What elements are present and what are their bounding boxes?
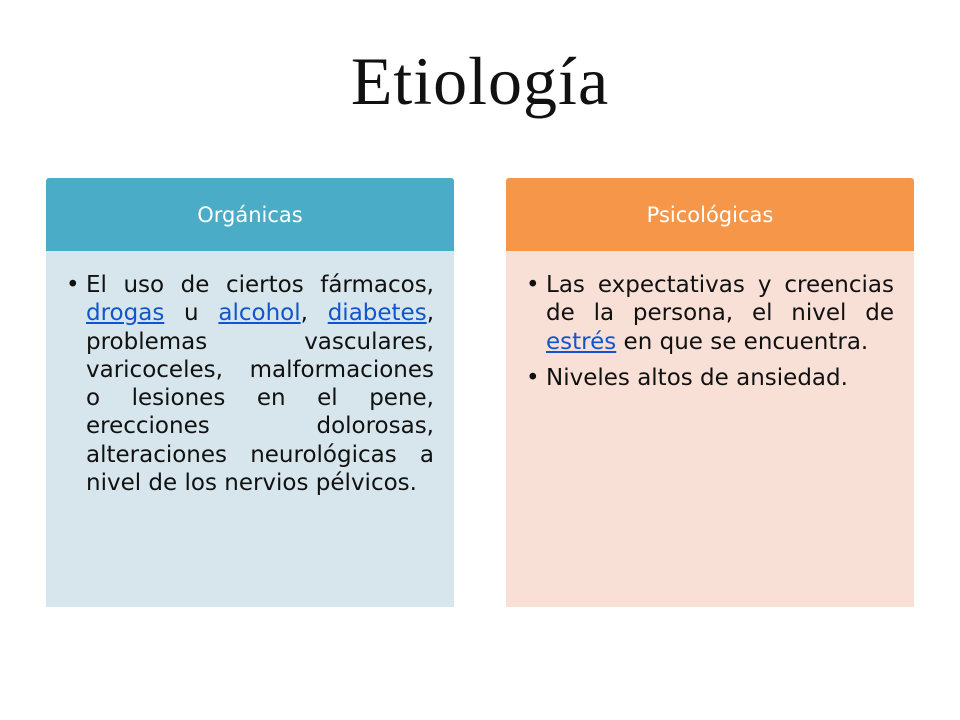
slide-title: Etiología xyxy=(350,43,610,119)
psicologicas-column xyxy=(506,178,914,607)
organicas-text-3: , xyxy=(300,300,328,327)
organicas-column xyxy=(46,178,454,607)
alcohol-link[interactable]: alcohol xyxy=(218,300,301,327)
diabetes-link[interactable]: diabetes xyxy=(327,300,427,327)
psicologicas-list xyxy=(522,271,894,392)
psicologicas-text-2: en que se encuentra. xyxy=(616,328,869,355)
psicologicas-header: Psicológicas xyxy=(506,178,914,251)
psicologicas-text-1: Las expectativas y creencias de la persona, el nivel de xyxy=(546,272,894,327)
psicologicas-list-item-1 xyxy=(522,271,894,356)
psicologicas-body xyxy=(506,251,914,607)
organicas-list-item xyxy=(62,271,434,497)
estres-link[interactable]: estrés xyxy=(546,328,617,355)
organicas-header: Orgánicas xyxy=(46,178,454,251)
organicas-body xyxy=(46,251,454,607)
organicas-list xyxy=(62,271,434,497)
organicas-text-1: El uso de ciertos fármacos, xyxy=(86,272,434,298)
organicas-text-2: u xyxy=(164,300,219,327)
psicologicas-list-item-2: • Niveles altos de ansiedad. xyxy=(522,364,894,392)
organicas-text-4: , problemas vasculares, varicoceles, malformaciones o lesiones en el pene, erecciones dolorosas, alteraciones neurológicas a nivel de los nervios pélvicos. xyxy=(86,300,435,496)
drogas-link[interactable]: drogas xyxy=(86,300,165,327)
